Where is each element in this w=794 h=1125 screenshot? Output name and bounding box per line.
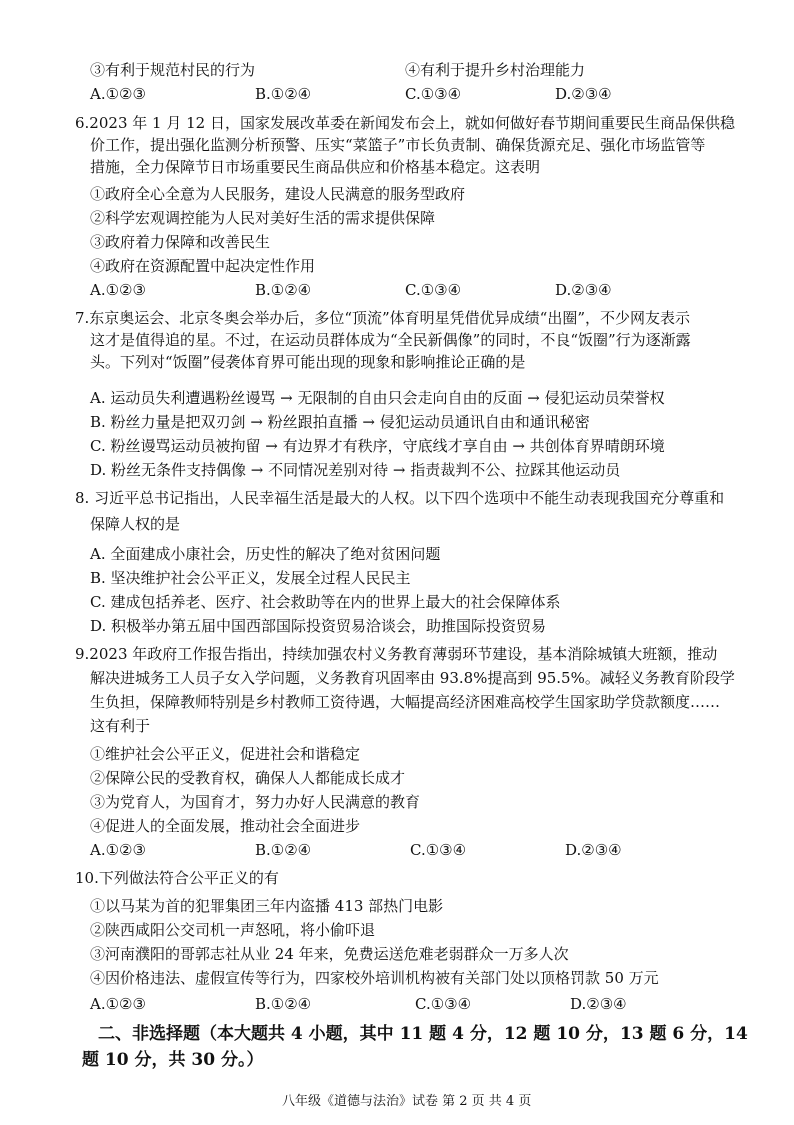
q7-stem-line-3: 头。下列对“饭圈”侵袭体育界可能出现的现象和影响推论正确的是 <box>90 353 526 371</box>
q6-choice-b: B.①②④ <box>255 281 312 299</box>
q10-statement-1: ①以马某为首的犯罪集团三年内盗播 413 部热门电影 <box>90 897 444 915</box>
q9-statement-1: ①维护社会公平正义，促进社会和谐稳定 <box>90 745 361 763</box>
q8-stem-line-2: 保障人权的是 <box>90 515 181 533</box>
q6-stem-line-2: 价工作，提出强化监测分析预警、压实“菜篮子”市长负责制、确保货源充足、强化市场监管等 <box>90 136 706 154</box>
q7-stem-line-1: 7.东京奥运会、北京冬奥会举办后，多位“顶流”体育明星凭借优异成绩“出圈”，不少网友表示 <box>75 309 690 327</box>
q6-statement-3: ③政府着力保障和改善民生 <box>90 233 271 251</box>
q9-statement-4: ④促进人的全面发展，推动社会全面进步 <box>90 817 361 835</box>
q8-option-b: B. 坚决维护社会公平正义，发展全过程人民民主 <box>90 569 411 587</box>
q8-option-a: A. 全面建成小康社会，历史性的解决了绝对贫困问题 <box>90 545 441 563</box>
q9-statement-3: ③为党育人，为国育才，努力办好人民满意的教育 <box>90 793 421 811</box>
q6-choice-c: C.①③④ <box>405 281 462 299</box>
section-2-heading-line-2: 题 10 分，共 30 分。） <box>82 1050 264 1070</box>
q7-option-c: C. 粉丝谩骂运动员被拘留 → 有边界才有秩序，守底线才享自由 → 共创体育界晴朗环境 <box>90 437 665 455</box>
q10-choice-a: A.①②③ <box>90 995 146 1013</box>
q5-choice-d: D.②③④ <box>555 85 612 103</box>
q6-choice-d: D.②③④ <box>555 281 612 299</box>
q6-statement-1: ①政府全心全意为人民服务，建设人民满意的服务型政府 <box>90 185 466 203</box>
q7-option-d: D. 粉丝无条件支持偶像 → 不同情况差别对待 → 指责裁判不公、拉踩其他运动员 <box>90 461 621 479</box>
q9-stem-line-3: 生负担，保障教师特别是乡村教师工资待遇，大幅提高经济困难高校学生国家助学贷款额度…… <box>90 693 721 711</box>
q10-statement-2: ②陕西咸阳公交司机一声怒吼，将小偷吓退 <box>90 921 376 939</box>
q9-choice-c: C.①③④ <box>410 841 467 859</box>
q10-statement-3: ③河南濮阳的哥郭志社从业 24 年来，免费运送危难老弱群众一万多人次 <box>90 945 569 963</box>
q10-stem: 10.下列做法符合公平正义的有 <box>75 869 279 887</box>
q9-stem-line-2: 解决进城务工人员子女入学问题，义务教育巩固率由 93.8%提高到 95.5%。减轻义务教育阶段学 <box>90 669 735 687</box>
q5-choice-a: A.①②③ <box>90 85 146 103</box>
q10-choice-c: C.①③④ <box>415 995 472 1013</box>
q10-choice-d: D.②③④ <box>570 995 627 1013</box>
q9-choice-d: D.②③④ <box>565 841 622 859</box>
q8-option-d: D. 积极举办第五届中国西部国际投资贸易洽谈会，助推国际投资贸易 <box>90 617 547 635</box>
section-2-heading-line-1: 二、非选择题（本大题共 4 小题，其中 11 题 4 分，12 题 10 分，13 题 6 分，14 <box>98 1024 748 1044</box>
q5-statement-4: ④有利于提升乡村治理能力 <box>405 61 586 79</box>
q7-option-b: B. 粉丝力量是把双刃剑 → 粉丝跟拍直播 → 侵犯运动员通讯自由和通讯秘密 <box>90 413 590 431</box>
q6-stem-line-1: 6.2023 年 1 月 12 日，国家发展改革委在新闻发布会上，就如何做好春节期间重要民生商品保供稳 <box>75 114 735 132</box>
q8-stem-line-1: 8. 习近平总书记指出，人民幸福生活是最大的人权。以下四个选项中不能生动表现我国充分尊重和 <box>75 489 725 507</box>
q6-statement-4: ④政府在资源配置中起决定性作用 <box>90 257 316 275</box>
q10-choice-b: B.①②④ <box>255 995 312 1013</box>
q5-statement-3: ③有利于规范村民的行为 <box>90 61 256 79</box>
q7-option-a: A. 运动员失利遭遇粉丝谩骂 → 无限制的自由只会走向自由的反面 → 侵犯运动员荣誉权 <box>90 389 665 407</box>
q9-choice-a: A.①②③ <box>90 841 146 859</box>
q6-stem-line-3: 措施，全力保障节日市场重要民生商品供应和价格基本稳定。这表明 <box>90 158 541 176</box>
q7-stem-line-2: 这才是值得追的星。不过，在运动员群体成为“全民新偶像”的同时，不良“饭圈”行为逐渐露 <box>90 331 691 349</box>
q5-choice-b: B.①②④ <box>255 85 312 103</box>
q9-statement-2: ②保障公民的受教育权，确保人人都能成长成才 <box>90 769 406 787</box>
q9-choice-b: B.①②④ <box>255 841 312 859</box>
q9-stem-line-1: 9.2023 年政府工作报告指出，持续加强农村义务教育薄弱环节建设，基本消除城镇大班额，推动 <box>75 645 718 663</box>
q8-option-c: C. 建成包括养老、医疗、社会救助等在内的世界上最大的社会保障体系 <box>90 593 561 611</box>
q10-statement-4: ④因价格违法、虚假宣传等行为，四家校外培训机构被有关部门处以顶格罚款 50 万元 <box>90 969 659 987</box>
page-footer: 八年级《道德与法治》试卷 第 2 页 共 4 页 <box>282 1094 532 1109</box>
q6-statement-2: ②科学宏观调控能为人民对美好生活的需求提供保障 <box>90 209 436 227</box>
q6-choice-a: A.①②③ <box>90 281 146 299</box>
q5-choice-c: C.①③④ <box>405 85 462 103</box>
q9-stem-line-4: 这有利于 <box>90 717 151 735</box>
